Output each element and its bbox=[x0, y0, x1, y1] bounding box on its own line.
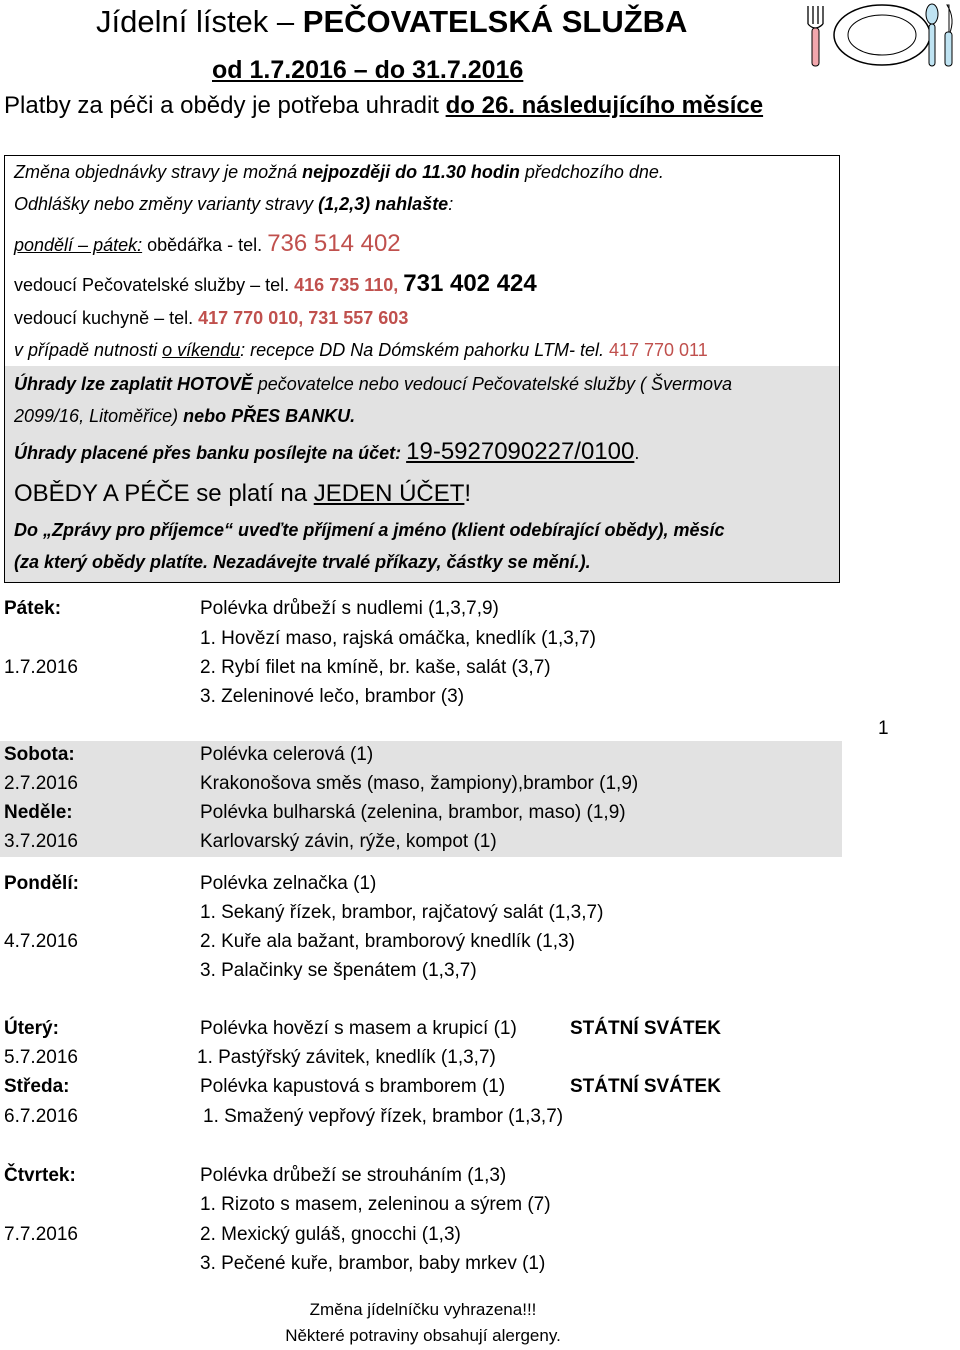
day-date: 6.7.2016 bbox=[4, 1106, 78, 1127]
payment-info-background bbox=[5, 366, 839, 582]
dish: 1. Smažený vepřový řízek, brambor (1,3,7) bbox=[203, 1106, 564, 1127]
contact-line-manager: vedoucí Pečovatelské služby – tel. 416 735 110, 731 402 424 bbox=[14, 270, 537, 297]
dish: Krakonošova směs (maso, žampiony),brambor (1,9) bbox=[200, 773, 639, 794]
day-date: 3.7.2016 bbox=[4, 831, 78, 852]
day-label: Pondělí: bbox=[4, 873, 79, 894]
payment-options-line: Úhrady lze zaplatit HOTOVĚ pečovatelce nebo vedoucí Pečovatelské služby ( Švermova bbox=[14, 374, 732, 394]
info-box bbox=[4, 155, 840, 583]
payment-prefix: Platby za péči a obědy je potřeba uhradit bbox=[4, 92, 446, 119]
soup: Polévka bulharská (zelenina, brambor, maso) (1,9) bbox=[200, 802, 626, 823]
payment-reference-line: Do „Zprávy pro příjemce“ uveďte příjmení a jméno (klient odebírající obědy), měsíc bbox=[14, 520, 725, 540]
payment-address-line: 2099/16, Litoměřice) nebo PŘES BANKU. bbox=[14, 406, 356, 426]
dish: 1. Rizoto s masem, zeleninou a sýrem (7) bbox=[200, 1194, 551, 1215]
footer-note: Změna jídelníčku vyhrazena!!! bbox=[309, 1300, 537, 1319]
weekend-row-bg bbox=[0, 741, 842, 770]
day-label: Sobota: bbox=[4, 744, 75, 765]
dish: 3. Palačinky se špenátem (1,3,7) bbox=[200, 960, 477, 981]
holiday-badge: STÁTNÍ SVÁTEK bbox=[570, 1076, 721, 1097]
dish: 1. Pastýřský závitek, knedlík (1,3,7) bbox=[197, 1047, 496, 1068]
dish: 3. Zeleninové lečo, brambor (3) bbox=[200, 686, 465, 707]
day-date: 5.7.2016 bbox=[4, 1047, 78, 1068]
soup: Polévka zelnačka (1) bbox=[200, 873, 377, 894]
dish: 1. Hovězí maso, rajská omáčka, knedlík (1,3,7) bbox=[200, 628, 596, 649]
bank-account-line: Úhrady placené přes banku posílejte na účet: 19-5927090227/0100. bbox=[14, 438, 640, 465]
contact-line-weekday: pondělí – pátek: obědářka - tel. 736 514 402 bbox=[14, 230, 401, 257]
single-account-line: OBĚDY A PÉČE se platí na JEDEN ÚČET! bbox=[14, 480, 472, 507]
soup: Polévka celerová (1) bbox=[200, 744, 374, 765]
day-date: 1.7.2016 bbox=[4, 657, 78, 678]
day-label: Úterý: bbox=[4, 1018, 59, 1039]
contact-line-weekend: v případě nutnosti o víkendu: recepce DD Na Dómském pahorku LTM- tel. 417 770 011 bbox=[14, 340, 708, 360]
dish: 2. Mexický guláš, gnocchi (1,3) bbox=[200, 1224, 461, 1245]
day-date: 2.7.2016 bbox=[4, 773, 78, 794]
dish: 1. Sekaný řízek, brambor, rajčatový salát (1,3,7) bbox=[200, 902, 604, 923]
soup: Polévka kapustová s bramborem (1) bbox=[200, 1076, 506, 1097]
cancellation-line: Odhlášky nebo změny varianty stravy (1,2,3) nahlašte: bbox=[14, 194, 454, 214]
contact-line-kitchen: vedoucí kuchyně – tel. 417 770 010, 731 557 603 bbox=[14, 308, 409, 328]
payment-note bbox=[4, 92, 763, 120]
day-label: Neděle: bbox=[4, 802, 73, 823]
date-range: od 1.7.2016 – do 31.7.2016 bbox=[212, 56, 524, 84]
payment-note-line: (za který obědy platíte. Nezadávejte trvalé příkazy, částky se mění.). bbox=[14, 552, 591, 572]
day-date: 7.7.2016 bbox=[4, 1224, 78, 1245]
footer-allergens: Některé potraviny obsahují alergeny. bbox=[285, 1326, 561, 1345]
title-brand: PEČOVATELSKÁ SLUŽBA bbox=[302, 4, 688, 39]
dish: 2. Rybí filet na kmíně, br. kaše, salát (3,7) bbox=[200, 657, 551, 678]
dish: 2. Kuře ala bažant, bramborový knedlík (1,3) bbox=[200, 931, 575, 952]
payment-due: do 26. následujícího měsíce bbox=[445, 92, 764, 119]
day-label: Pátek: bbox=[4, 598, 62, 619]
page-number: 1 bbox=[878, 718, 889, 739]
day-label: Středa: bbox=[4, 1076, 70, 1097]
soup: Polévka hovězí s masem a krupicí (1) bbox=[200, 1018, 517, 1039]
holiday-badge: STÁTNÍ SVÁTEK bbox=[570, 1018, 721, 1039]
day-label: Čtvrtek: bbox=[4, 1165, 76, 1186]
day-date: 4.7.2016 bbox=[4, 931, 78, 952]
title-prefix: Jídelní lístek – bbox=[96, 4, 303, 39]
plate-cutlery-icon bbox=[800, 2, 958, 68]
order-change-line: Změna objednávky stravy je možná nejpozději do 11.30 hodin předchozího dne. bbox=[14, 162, 664, 182]
page-title bbox=[96, 4, 687, 40]
soup: Polévka drůbeží s nudlemi (1,3,7,9) bbox=[200, 598, 499, 619]
dish: 3. Pečené kuře, brambor, baby mrkev (1) bbox=[200, 1253, 546, 1274]
soup: Polévka drůbeží se strouháním (1,3) bbox=[200, 1165, 507, 1186]
dish: Karlovarský závin, rýže, kompot (1) bbox=[200, 831, 497, 852]
